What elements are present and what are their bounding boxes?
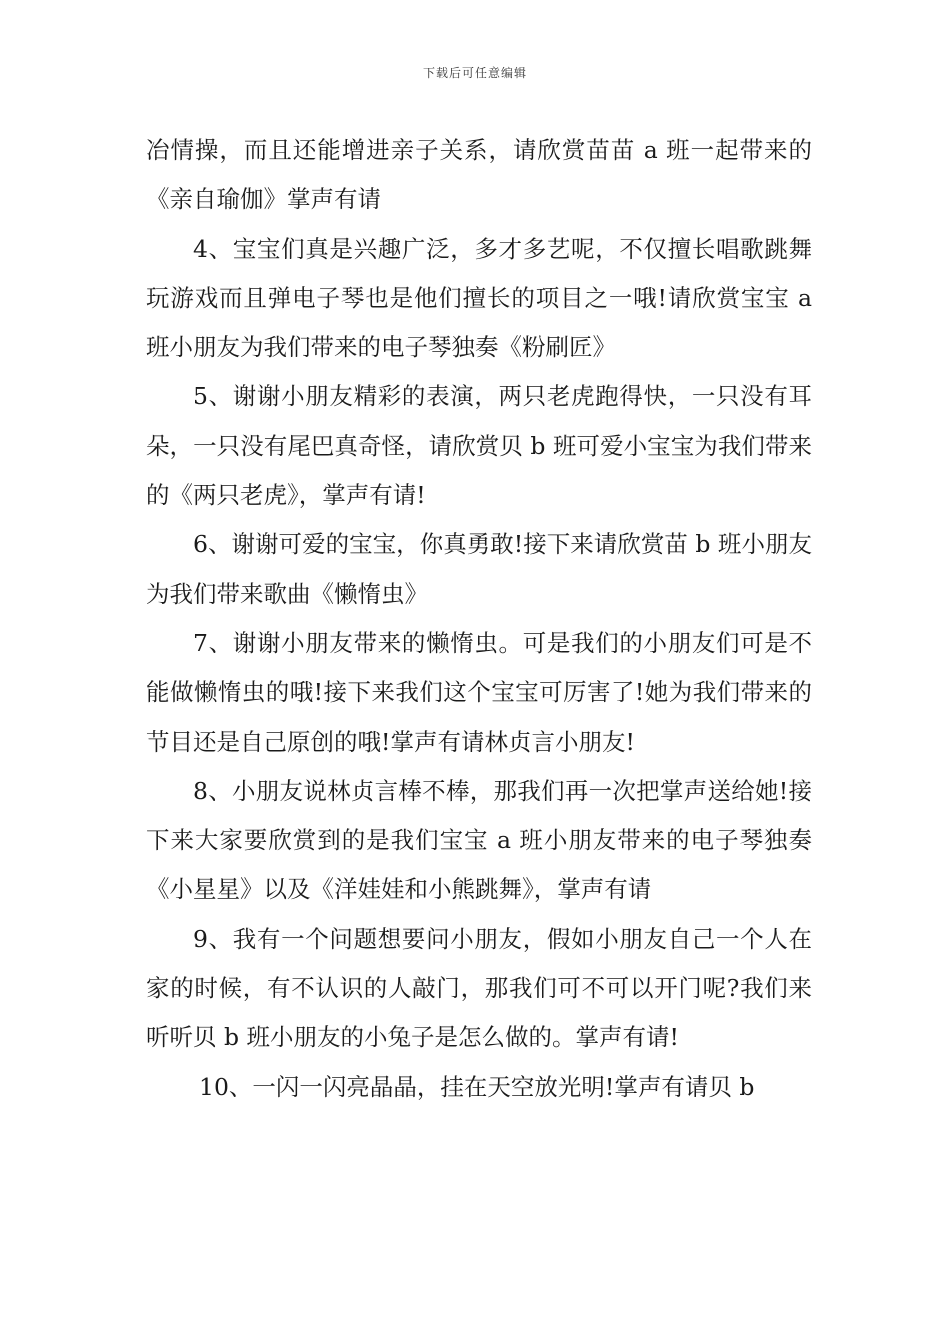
paragraph: 9、我有一个问题想要问小朋友，假如小朋友自己一个人在家的时候，有不认识的人敲门，那我们可不可以开门呢?我们来听听贝 b 班小朋友的小兔子是怎么做的。掌声有请! bbox=[146, 924, 812, 1052]
page-header: 下载后可任意编辑 bbox=[422, 66, 527, 80]
paragraph: 7、谢谢小朋友带来的懒惰虫。可是我们的小朋友们可是不能做懒惰虫的哦!接下来我们这个宝宝可厉害了!她为我们带来的节目还是自己原创的哦!掌声有请林贞言小朋友! bbox=[146, 628, 812, 756]
paragraph: 8、小朋友说林贞言棒不棒，那我们再一次把掌声送给她!接下来大家要欣赏到的是我们宝宝 a 班小朋友带来的电子琴独奏《小星星》以及《洋娃娃和小熊跳舞》，掌声有请 bbox=[146, 776, 812, 904]
paragraph: 6、谢谢可爱的宝宝，你真勇敢!接下来请欣赏苗 b 班小朋友为我们带来歌曲《懒惰虫》 bbox=[146, 530, 812, 608]
paragraph: 10、一闪一闪亮晶晶，挂在天空放光明!掌声有请贝 b bbox=[199, 1072, 755, 1101]
document-body bbox=[146, 126, 812, 1112]
paragraph: 5、谢谢小朋友精彩的表演，两只老虎跑得快，一只没有耳朵，一只没有尾巴真奇怪，请欣赏贝 b 班可爱小宝宝为我们带来的《两只老虎》，掌声有请! bbox=[146, 382, 812, 510]
paragraph: 4、宝宝们真是兴趣广泛，多才多艺呢，不仅擅长唱歌跳舞玩游戏而且弹电子琴也是他们擅长的项目之一哦!请欣赏宝宝 a 班小朋友为我们带来的电子琴独奏《粉刷匠》 bbox=[146, 234, 812, 362]
paragraph: 冶情操，而且还能增进亲子关系，请欣赏苗苗 a 班一起带来的《亲自瑜伽》掌声有请 bbox=[146, 136, 812, 214]
